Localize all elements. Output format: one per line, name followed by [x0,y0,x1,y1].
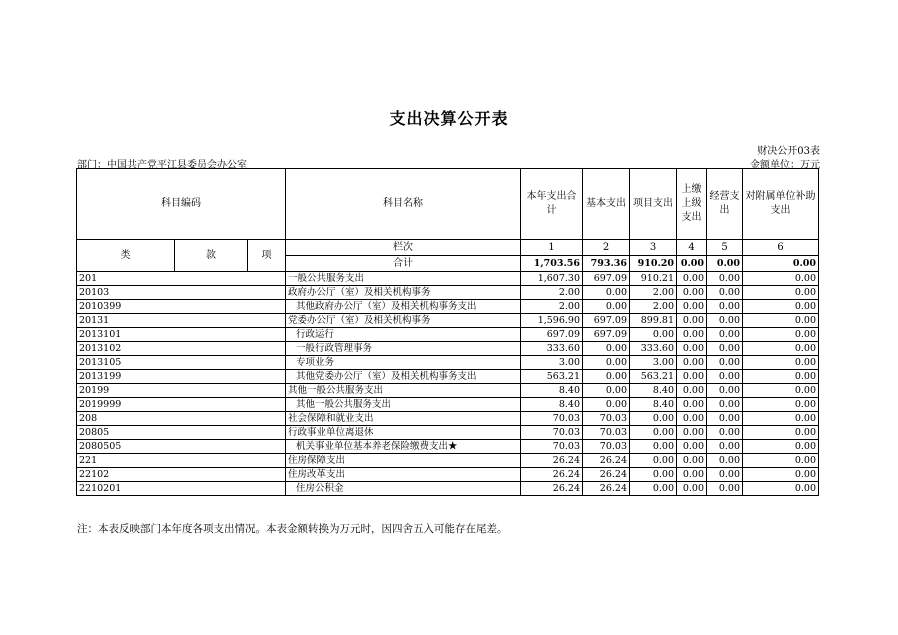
header-subsidiary: 对附属单位补助支出 [743,169,819,240]
row-value: 697.09 [583,314,630,328]
row-value: 0.00 [743,286,819,300]
row-value: 26.24 [521,482,583,496]
row-value: 0.00 [583,342,630,356]
sum-upper: 0.00 [677,256,707,272]
row-name: 住房改革支出 [286,468,521,482]
row-value: 0.00 [743,412,819,426]
header-code-group: 科目编码 [77,169,286,240]
row-value: 0.00 [583,370,630,384]
row-value: 0.00 [743,370,819,384]
row-value: 70.03 [583,440,630,454]
row-code: 2010399 [77,300,175,314]
table-row [77,426,819,440]
row-value: 0.00 [707,356,743,370]
header-business: 经营支出 [707,169,743,240]
row-value: 0.00 [630,468,677,482]
row-code-spacer [248,412,286,426]
row-value: 0.00 [743,384,819,398]
row-value: 0.00 [707,412,743,426]
row-value: 0.00 [630,482,677,496]
row-value: 0.00 [677,272,707,286]
table-row [77,468,819,482]
row-value: 1,607.30 [521,272,583,286]
row-code-spacer [248,440,286,454]
page-title: 支出决算公开表 [389,109,509,128]
row-value: 0.00 [630,412,677,426]
row-value: 0.00 [583,356,630,370]
row-name: 一般行政管理事务 [286,342,521,356]
row-value: 70.03 [583,426,630,440]
row-code: 20199 [77,384,175,398]
row-value: 0.00 [707,370,743,384]
row-value: 0.00 [583,300,630,314]
col-num-6: 6 [743,240,819,256]
row-code-spacer [175,370,248,384]
row-code: 22102 [77,468,175,482]
header-kuan: 款 [175,240,248,272]
header-basic: 基本支出 [583,169,630,240]
table-row [77,286,819,300]
row-name: 住房保障支出 [286,454,521,468]
row-code-spacer [175,314,248,328]
row-value: 0.00 [743,300,819,314]
row-code-spacer [248,328,286,342]
row-value: 0.00 [707,328,743,342]
row-value: 0.00 [707,468,743,482]
row-code: 2013102 [77,342,175,356]
row-code-spacer [175,426,248,440]
row-name: 一般公共服务支出 [286,272,521,286]
table-row [77,412,819,426]
row-value: 26.24 [583,454,630,468]
row-value: 0.00 [677,440,707,454]
row-value: 0.00 [677,412,707,426]
row-value: 333.60 [521,342,583,356]
row-value: 8.40 [521,384,583,398]
table-row [77,356,819,370]
table-row [77,454,819,468]
row-name: 社会保障和就业支出 [286,412,521,426]
row-value: 0.00 [743,328,819,342]
row-code-spacer [248,370,286,384]
row-value: 1,596.90 [521,314,583,328]
row-code-spacer [175,412,248,426]
row-value: 8.40 [630,384,677,398]
header-upper: 上缴上级支出 [677,169,707,240]
table-row [77,384,819,398]
col-num-4: 4 [677,240,707,256]
row-code: 2013199 [77,370,175,384]
row-value: 0.00 [743,482,819,496]
row-code-spacer [175,454,248,468]
row-code-spacer [248,468,286,482]
row-value: 0.00 [707,482,743,496]
row-value: 563.21 [630,370,677,384]
row-value: 0.00 [630,454,677,468]
row-code-spacer [175,482,248,496]
row-value: 697.09 [521,328,583,342]
row-value: 697.09 [583,328,630,342]
row-value: 0.00 [707,384,743,398]
row-code: 20805 [77,426,175,440]
row-name: 政府办公厅（室）及相关机构事务 [286,286,521,300]
amount-unit-label: 金额单位：万元 [750,160,820,171]
row-code-spacer [248,314,286,328]
row-value: 0.00 [707,286,743,300]
row-value: 0.00 [707,426,743,440]
row-code: 2080505 [77,440,175,454]
row-code: 2013105 [77,356,175,370]
row-value: 0.00 [743,468,819,482]
row-value: 0.00 [677,356,707,370]
row-value: 0.00 [707,272,743,286]
col-num-3: 3 [630,240,677,256]
header-project: 项目支出 [630,169,677,240]
row-value: 0.00 [583,384,630,398]
row-value: 8.40 [630,398,677,412]
row-value: 899.81 [630,314,677,328]
row-value: 0.00 [677,328,707,342]
row-name: 专项业务 [286,356,521,370]
row-code-spacer [248,356,286,370]
row-value: 0.00 [630,426,677,440]
row-value: 563.21 [521,370,583,384]
row-name: 行政事业单位离退休 [286,426,521,440]
header-lei: 类 [77,240,175,272]
row-code: 208 [77,412,175,426]
row-code-spacer [175,272,248,286]
row-value: 2.00 [630,300,677,314]
header-name: 科目名称 [286,169,521,240]
row-name: 其他政府办公厅（室）及相关机构事务支出 [286,300,521,314]
row-code-spacer [175,440,248,454]
row-value: 26.24 [521,468,583,482]
row-code: 221 [77,454,175,468]
row-value: 70.03 [521,412,583,426]
sum-business: 0.00 [707,256,743,272]
row-value: 0.00 [743,342,819,356]
row-value: 0.00 [630,328,677,342]
row-value: 0.00 [677,482,707,496]
row-value: 0.00 [677,398,707,412]
column-number-row [77,240,819,256]
row-value: 697.09 [583,272,630,286]
col-num-5: 5 [707,240,743,256]
row-value: 0.00 [677,454,707,468]
row-value: 0.00 [743,314,819,328]
row-value: 0.00 [677,384,707,398]
row-name: 其他党委办公厅（室）及相关机构事务支出 [286,370,521,384]
row-value: 0.00 [707,440,743,454]
row-code-spacer [248,482,286,496]
sum-total: 1,703.56 [521,256,583,272]
header-row [77,169,819,240]
row-value: 0.00 [677,426,707,440]
row-value: 0.00 [707,342,743,356]
row-code: 2019999 [77,398,175,412]
row-name: 机关事业单位基本养老保险缴费支出★ [286,440,521,454]
table-row [77,342,819,356]
row-value: 70.03 [583,412,630,426]
row-value: 0.00 [677,370,707,384]
row-code-spacer [175,356,248,370]
row-code: 2013101 [77,328,175,342]
row-value: 0.00 [707,454,743,468]
row-value: 26.24 [583,468,630,482]
row-name: 党委办公厅（室）及相关机构事务 [286,314,521,328]
row-value: 0.00 [743,398,819,412]
row-code-spacer [248,300,286,314]
header-xiang: 项 [248,240,286,272]
row-value: 333.60 [630,342,677,356]
row-value: 0.00 [677,286,707,300]
row-value: 3.00 [630,356,677,370]
row-value: 0.00 [677,314,707,328]
row-value: 0.00 [743,272,819,286]
row-code: 20103 [77,286,175,300]
row-value: 0.00 [743,426,819,440]
sum-label: 合计 [286,256,521,272]
sum-basic: 793.36 [583,256,630,272]
row-code-spacer [248,454,286,468]
row-value: 0.00 [583,286,630,300]
header-lanci: 栏次 [286,240,521,256]
expenditure-table [76,168,819,496]
row-value: 0.00 [677,468,707,482]
row-value: 70.03 [521,440,583,454]
table-row [77,314,819,328]
row-name: 住房公积金 [286,482,521,496]
row-name: 行政运行 [286,328,521,342]
row-name: 其他一般公共服务支出 [286,398,521,412]
col-num-1: 1 [521,240,583,256]
row-value: 910.21 [630,272,677,286]
row-value: 0.00 [707,300,743,314]
row-value: 2.00 [521,286,583,300]
sum-project: 910.20 [630,256,677,272]
row-code-spacer [175,468,248,482]
header-total: 本年支出合计 [521,169,583,240]
row-value: 0.00 [743,440,819,454]
row-code: 201 [77,272,175,286]
sum-subsidiary: 0.00 [743,256,819,272]
table-row [77,328,819,342]
footnote: 注：本表反映部门本年度各项支出情况。本表金额转换为万元时，因四舍五入可能存在尾差。 [77,523,508,535]
row-value: 0.00 [743,454,819,468]
row-code: 2210201 [77,482,175,496]
row-code-spacer [248,342,286,356]
row-value: 0.00 [743,356,819,370]
row-code-spacer [248,398,286,412]
row-value: 26.24 [583,482,630,496]
row-code: 20131 [77,314,175,328]
row-code-spacer [175,300,248,314]
row-value: 26.24 [521,454,583,468]
table-row [77,370,819,384]
row-value: 8.40 [521,398,583,412]
col-num-2: 2 [583,240,630,256]
table-row [77,300,819,314]
row-value: 70.03 [521,426,583,440]
row-value: 2.00 [521,300,583,314]
row-value: 0.00 [583,398,630,412]
table-body [77,272,819,496]
row-code-spacer [175,398,248,412]
table-row [77,482,819,496]
row-code-spacer [248,272,286,286]
row-value: 3.00 [521,356,583,370]
department-label: 部门：中国共产党平江县委员会办公室 [77,160,247,171]
table-row [77,440,819,454]
row-value: 0.00 [707,398,743,412]
row-code-spacer [248,384,286,398]
row-value: 0.00 [707,314,743,328]
row-value: 2.00 [630,286,677,300]
row-value: 0.00 [677,300,707,314]
row-name: 其他一般公共服务支出 [286,384,521,398]
table-row [77,272,819,286]
row-code-spacer [175,384,248,398]
row-code-spacer [175,328,248,342]
form-number: 财决公开03表 [757,146,820,157]
row-value: 0.00 [630,440,677,454]
table-row [77,398,819,412]
row-code-spacer [248,286,286,300]
row-code-spacer [248,426,286,440]
row-code-spacer [175,286,248,300]
row-code-spacer [175,342,248,356]
row-value: 0.00 [677,342,707,356]
